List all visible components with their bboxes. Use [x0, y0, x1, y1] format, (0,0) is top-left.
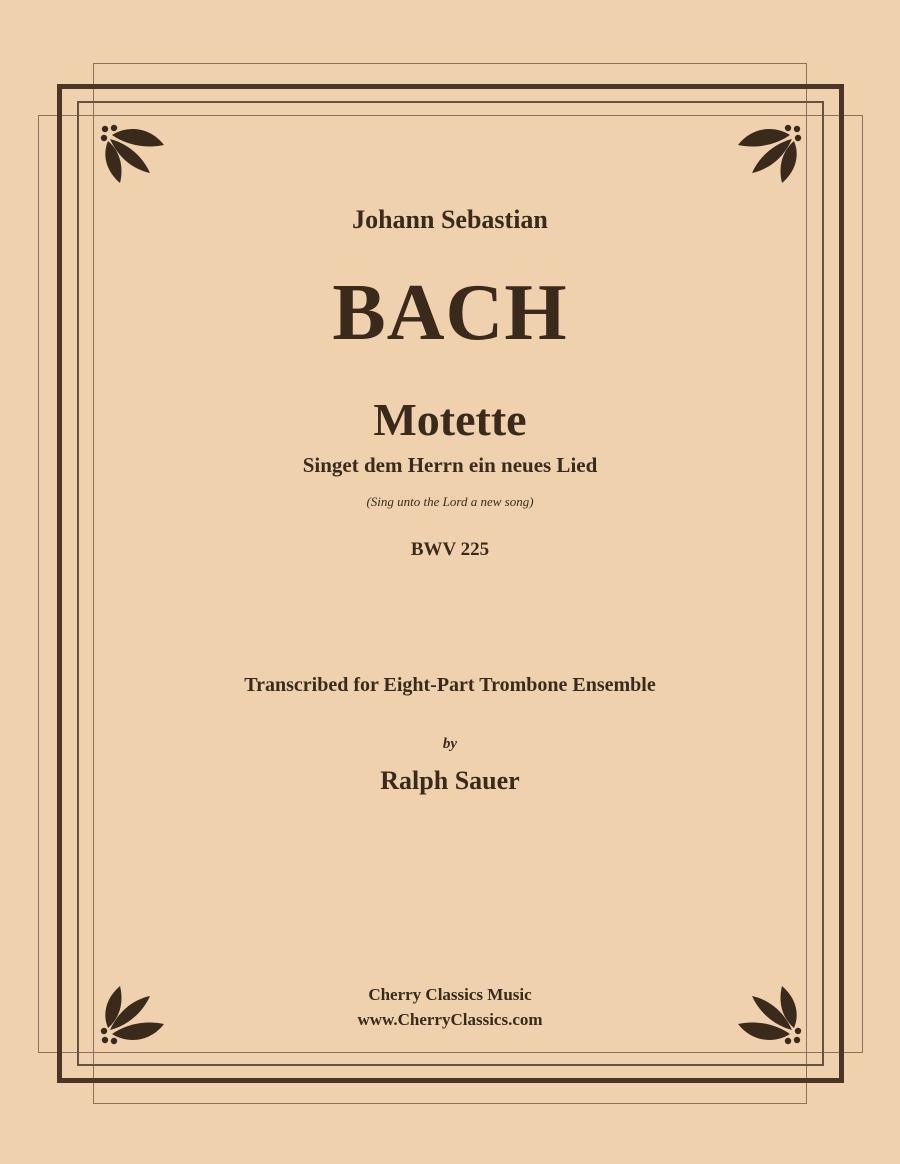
by-label: by — [442, 736, 458, 752]
arranger-name: Ralph Sauer — [380, 766, 520, 795]
transcription-note: Transcribed for Eight-Part Trombone Ensemble — [244, 674, 656, 696]
corner-ornament-icon — [98, 123, 168, 185]
work-translation: (Sing unto the Lord a new song) — [366, 494, 534, 509]
composer-last-name: BACH — [332, 269, 568, 357]
publisher-name: Cherry Classics Music — [368, 985, 532, 1004]
catalog-number: BWV 225 — [410, 539, 490, 560]
corner-ornament-icon — [734, 123, 804, 185]
work-title: Motette — [373, 394, 527, 445]
publisher-website: www.CherryClassics.com — [357, 1010, 543, 1029]
border-frame-inner — [77, 101, 824, 1066]
composer-first-name: Johann Sebastian — [352, 205, 548, 234]
work-subtitle: Singet dem Herrn ein neues Lied — [302, 453, 598, 477]
